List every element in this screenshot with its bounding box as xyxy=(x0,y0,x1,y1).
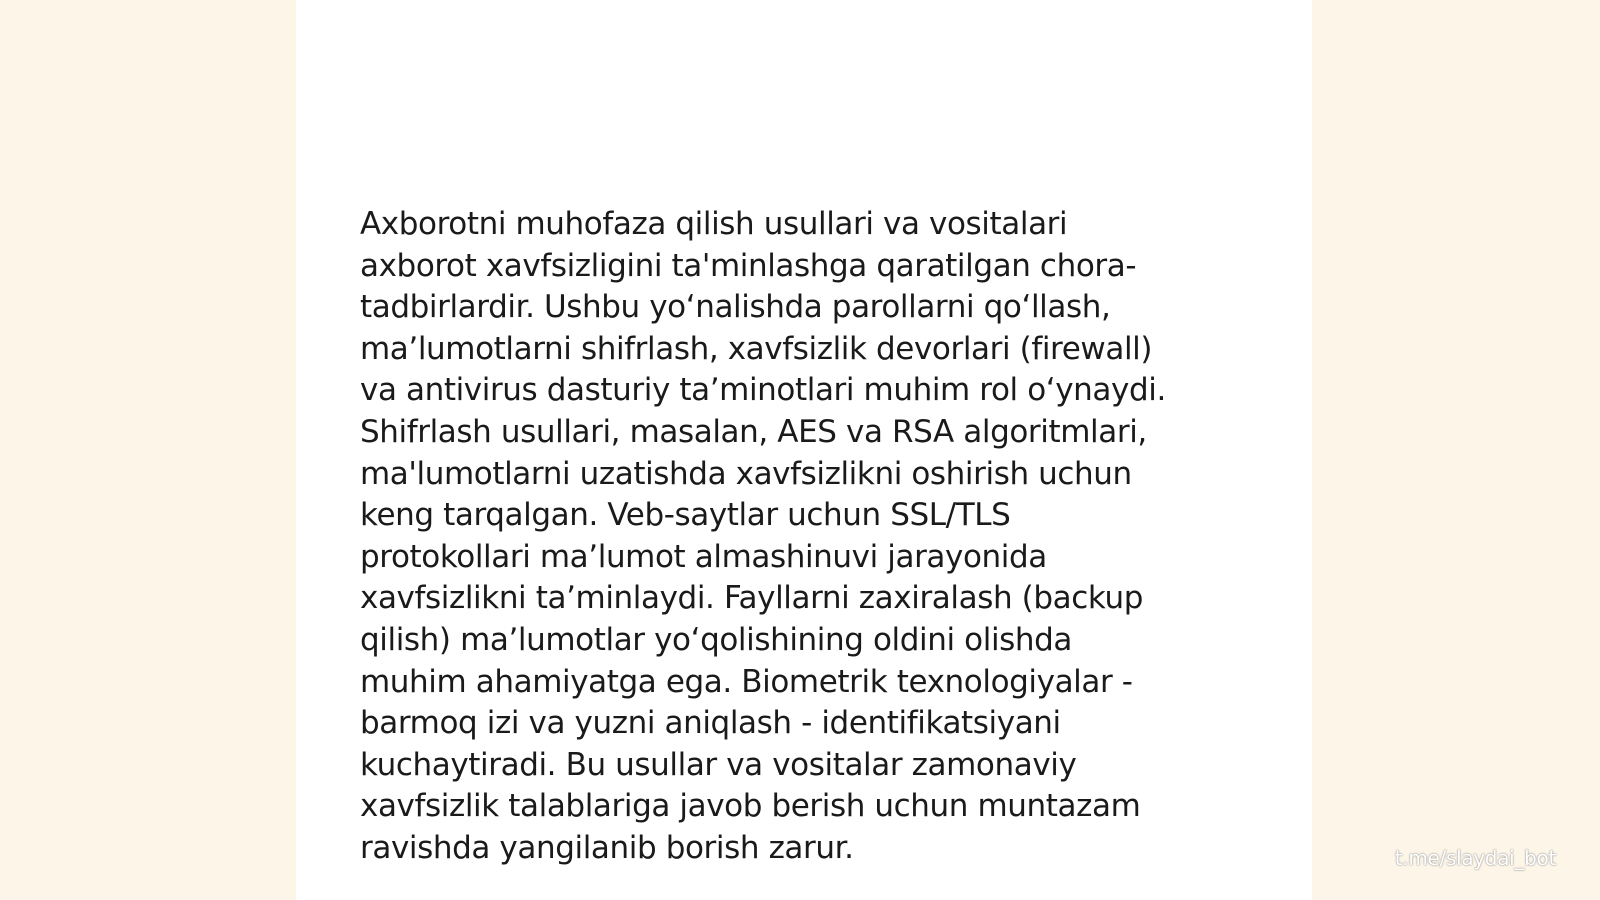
slide-body-text: Axborotni muhofaza qilish usullari va vositalari axborot xavfsizligini ta'minlashga qaratilgan chora- tadbirlardir. Ushbu yo‘nalishda parollarni qo‘llash, ma’lumotlarni shifrlash, xavfsizlik devorlari (firewall) va antivirus dasturiy ta’minotlari muhim rol o‘ynaydi. Shifrlash usullari, masalan, AES va RSA algoritmlari, ma'lumotlarni uzatishda xavfsizlikni oshirish uchun keng tarqalgan. Veb-saytlar uchun SSL/TLS protokollari ma’lumot almashinuvi jarayonida xavfsizlikni ta’minlaydi. Fayllarni zaxiralash (backup qilish) ma’lumotlar yo‘qolishining oldini olishda muhim ahamiyatga ega. Biometrik texnologiyalar - barmoq izi va yuzni aniqlash - identifikatsiyani kuchaytiradi. Bu usullar va vositalar zamonaviy xavfsizlik talablariga javob berish uchun muntazam ravishda yangilanib borish zarur. xyxy=(360,206,1166,866)
watermark-text: t.me/slaydai_bot xyxy=(1394,846,1556,870)
slide-panel xyxy=(296,0,1312,900)
